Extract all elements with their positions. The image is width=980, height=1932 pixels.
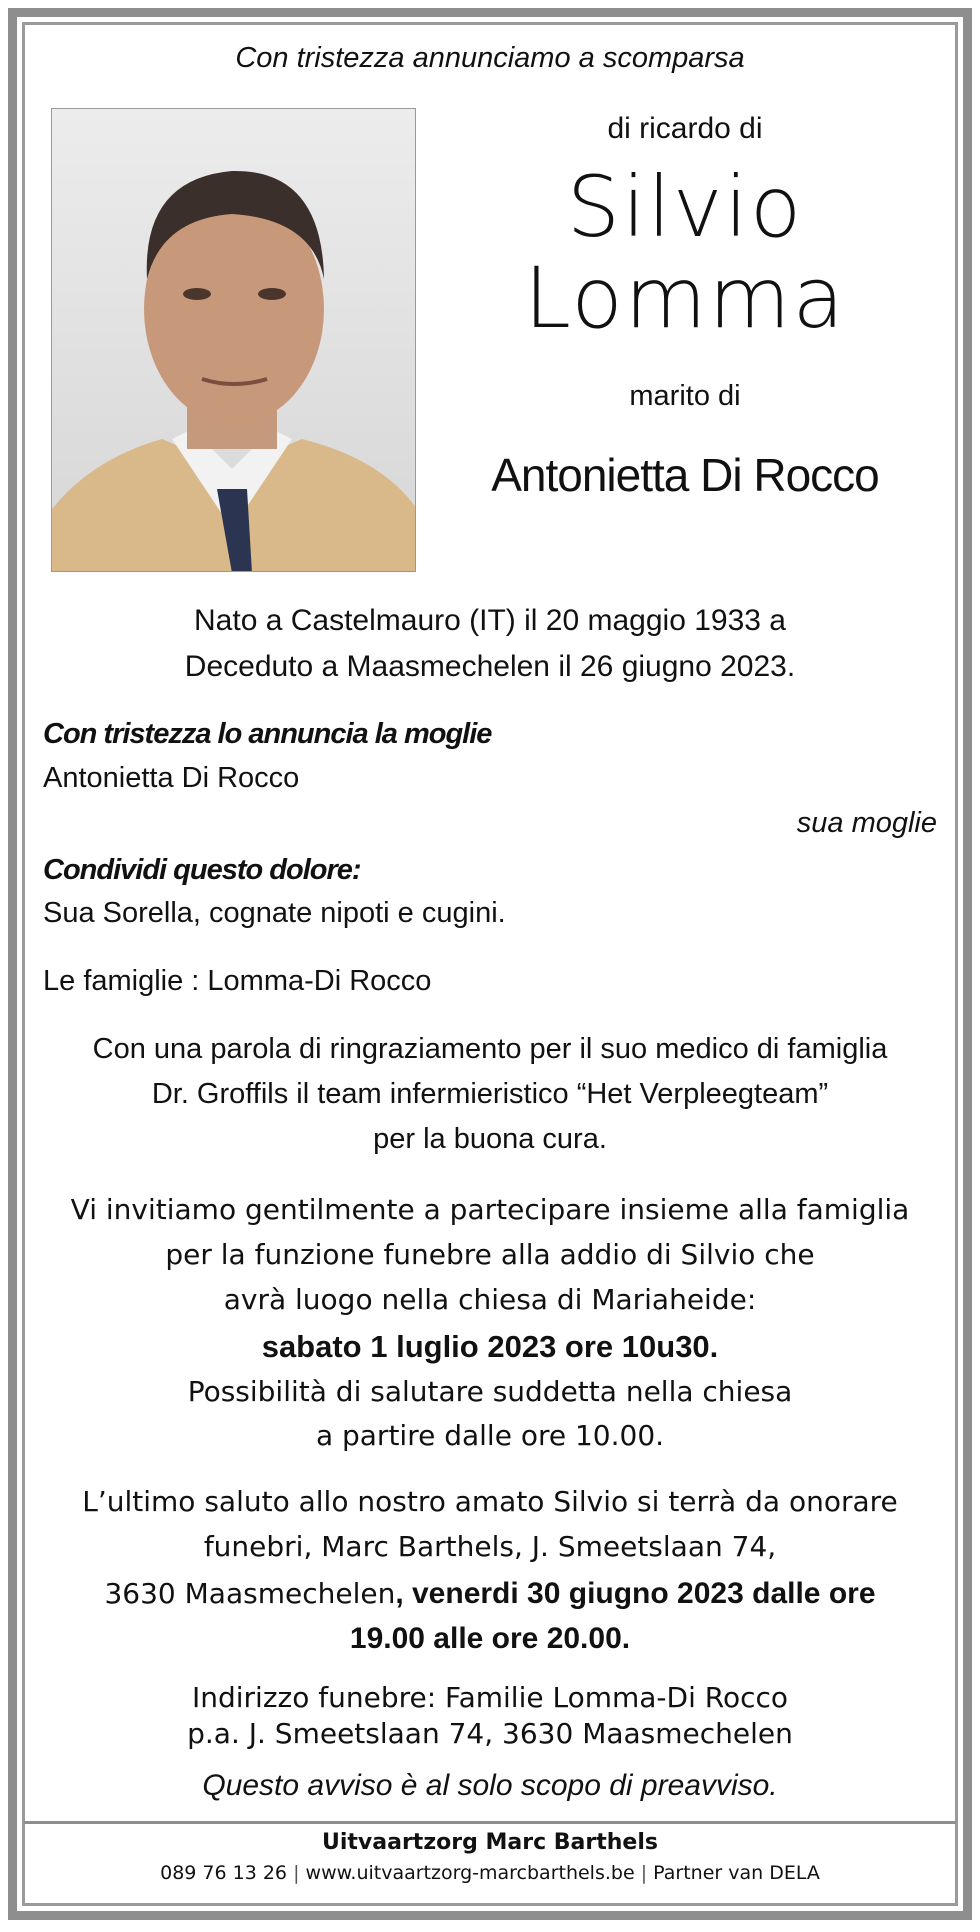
announced-name: Antonietta Di Rocco xyxy=(43,762,300,794)
share-heading: Condividi questo dolore: xyxy=(43,854,361,886)
invite-after-line: a partire dalle ore 10.00. xyxy=(315,1419,665,1452)
thanks-line: Dr. Groffils il team infermieristico “Het Verpleegteam” xyxy=(151,1078,829,1110)
farewell-place: 3630 Maasmechelen xyxy=(104,1577,396,1610)
death-line: Deceduto a Maasmechelen il 26 giugno 2023. xyxy=(184,650,796,683)
footer-phone: 089 76 13 26 xyxy=(160,1862,288,1884)
spouse-name: Antonietta Di Rocco xyxy=(491,449,879,501)
spouse-label: marito di xyxy=(629,380,741,412)
last-name: Lomma xyxy=(524,249,846,347)
footer-separator: | xyxy=(640,1862,648,1884)
invite-line: avrà luogo nella chiesa di Mariaheide: xyxy=(223,1283,757,1316)
intro-text: Con tristezza annunciamo a scomparsa xyxy=(235,42,745,74)
footer-separator: | xyxy=(293,1862,300,1884)
farewell-line: funebri, Marc Barthels, J. Smeetslaan 74, xyxy=(203,1530,777,1563)
service-date: sabato 1 luglio 2023 ore 10u30. xyxy=(261,1329,719,1364)
address-line: Indirizzo funebre: Familie Lomma-Di Rocco xyxy=(191,1681,789,1714)
footer-website-link[interactable]: www.uitvaartzorg-marcbarthels.be xyxy=(305,1862,635,1884)
birth-line: Nato a Castelmauro (IT) il 20 maggio 1933 a xyxy=(194,604,786,637)
announced-heading: Con tristezza lo annuncia la moglie xyxy=(43,718,492,750)
thanks-line: Con una parola di ringraziamento per il suo medico di famiglia xyxy=(92,1033,888,1065)
invite-line: per la funzione funebre alla addio di Silvio che xyxy=(165,1238,815,1271)
address-line: p.a. J. Smeetslaan 74, 3630 Maasmechelen xyxy=(187,1717,793,1750)
farewell-line xyxy=(0,1579,980,1609)
first-name: Silvio xyxy=(566,158,804,256)
farewell-time: , venerdi 30 giugno 2023 dalle ore xyxy=(395,1577,876,1610)
invite-line: Vi invitiamo gentilmente a partecipare insieme alla famiglia xyxy=(70,1193,910,1226)
footer-divider xyxy=(24,1821,956,1824)
relation-label: di ricardo di xyxy=(607,112,763,145)
farewell-time-end: 19.00 alle ore 20.00. xyxy=(349,1622,631,1655)
disclaimer: Questo avviso è al solo scopo di preavviso. xyxy=(202,1769,778,1802)
footer-contact xyxy=(0,1864,980,1883)
announced-role: sua moglie xyxy=(796,807,937,839)
invite-after-line: Possibilità di salutare suddetta nella chiesa xyxy=(187,1375,793,1408)
thanks-line: per la buona cura. xyxy=(373,1123,607,1155)
footer-partner: Partner van DELA xyxy=(653,1862,820,1884)
families-line: Le famiglie : Lomma-Di Rocco xyxy=(43,965,432,997)
funeral-company: Uitvaartzorg Marc Barthels xyxy=(322,1830,658,1855)
share-line: Sua Sorella, cognate nipoti e cugini. xyxy=(43,897,506,929)
portrait-photo xyxy=(51,108,416,572)
farewell-line: L’ultimo saluto allo nostro amato Silvio si terrà da onorare xyxy=(82,1485,898,1518)
